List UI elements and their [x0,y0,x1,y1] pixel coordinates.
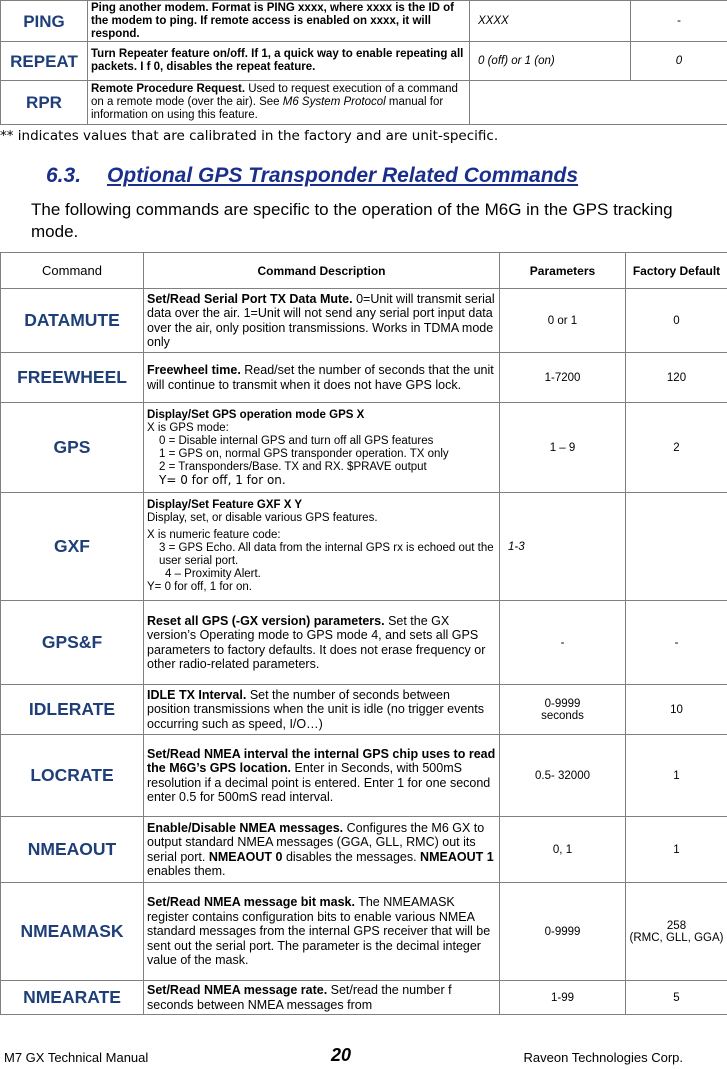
command-parameters [500,685,626,735]
header-parameters: Parameters [500,253,626,289]
default-value: 258 [666,919,687,932]
description-text: disables the messages. [282,849,421,864]
description-title: Freewheel time. [147,363,241,377]
empty-cell [470,81,727,125]
description-title: Set/Read NMEA interval the internal GPS chip uses to read the M6G’s GPS location. [147,746,496,775]
footer-manual-title: M7 GX Technical Manual [4,1050,149,1065]
command-description [144,817,500,883]
command-description [88,81,470,125]
description-text: Read/set the number of seconds that the unit will continue to transmit when it does not have GPS lock. [147,363,494,392]
continued-command-table [0,0,727,125]
command-default: 10 [626,685,727,735]
section-heading [46,164,578,188]
table-row [1,601,727,685]
table-row [1,403,727,493]
description-line: 4 – Proximity Alert. [165,568,261,580]
description-title: Set/Read Serial Port TX Data Mute. [147,291,353,306]
description-title: Reset all GPS (-GX version) parameters. [147,613,385,628]
description-text: Enter in Seconds, with 500mS resolution if a decimal point is entered. Enter 1 for one second enter 0.5 for 500mS read interval. [147,761,491,804]
command-name: GXF [1,493,144,601]
command-default: 0 [631,42,727,81]
table-row [1,493,727,601]
command-name: NMEARATE [1,981,144,1015]
command-parameters: 1-7200 [500,353,626,403]
table-row [1,735,727,817]
description-text: Configures the M6 GX to output standard NMEA messages (GGA, GLL, RMC) out its serial port. [147,820,485,864]
command-parameters: 1-99 [500,981,626,1015]
command-default: 2 [626,403,727,493]
description-text: 0=Unit will transmit serial data over the air. 1=Unit will not send any serial port input data over the air, only position transmissions. Works in TDMA mode only [147,291,495,349]
command-example: NMEAOUT 0 [208,849,283,864]
command-name: GPS&F [1,601,144,685]
command-name: FREEWHEEL [1,353,144,403]
command-description [144,403,500,493]
command-name: NMEAOUT [1,817,144,883]
table-row [1,289,727,353]
description-text: Set the GX version’s Operating mode to GPS mode 4, and sets all GPS parameters to factory defaults. It does not erase frequency or other radio-related parameters. [147,613,486,671]
command-parameters: 0, 1 [500,817,626,883]
description-line: 2 = Transponders/Base. TX and RX. $PRAVE output [159,460,427,473]
command-default [626,883,727,981]
table-row [1,685,727,735]
description-text: Used to request execution of a command on a remote mode (over the air). See [91,83,458,108]
description-line: 3 = GPS Echo. All data from the internal GPS rx is echoed out the user serial port. [159,542,494,567]
command-default: - [626,601,727,685]
command-description [144,735,500,817]
command-parameters: 1 – 9 [500,403,626,493]
command-name: PING [1,1,88,42]
manual-reference: M6 System Protocol [282,96,386,108]
command-default: 120 [626,353,727,403]
description-text: Set/read the number f seconds between NMEA messages from [147,983,452,1012]
header-description: Command Description [144,253,500,289]
description-title: Set/Read NMEA message rate. [147,983,328,997]
command-parameters: 0 or 1 [500,289,626,353]
command-parameters: XXXX [470,1,631,42]
command-name: LOCRATE [1,735,144,817]
description-text: Set the number of seconds between position transmissions when the unit is idle (no trigger events occurring such as speed, I/O…) [147,687,484,731]
command-description: Ping another modem. Format is PING xxxx, where xxxx is the ID of the modem to ping. If remote access is enabled on xxxx, it will respond. [88,1,470,42]
command-name: NMEAMASK [1,883,144,981]
description-title: Set/Read NMEA message bit mask. [147,895,355,910]
description-line: Display, set, or disable various GPS features. [147,512,378,524]
command-description [144,493,500,601]
command-description [144,883,500,981]
table-row [1,81,727,125]
command-example: NMEAOUT 1 [420,849,494,864]
command-description: Turn Repeater feature on/off. If 1, a quick way to enable repeating all packets. I f 0, disables the repeat feature. [88,42,470,81]
header-default: Factory Default [626,253,727,289]
table-row [1,1,727,42]
command-parameters: 0 (off) or 1 (on) [470,42,631,81]
command-name: RPR [1,81,88,125]
description-line: 0 = Disable internal GPS and turn off all GPS features [159,434,434,447]
footer-company: Raveon Technologies Corp. [523,1050,683,1065]
command-parameters: 1-3 [500,493,626,601]
command-default: 5 [626,981,727,1015]
command-name: IDLERATE [1,685,144,735]
description-title: Remote Procedure Request. [91,83,246,95]
table-row [1,817,727,883]
header-command: Command [1,253,144,289]
description-title: IDLE TX Interval. [147,687,247,702]
description-text: enables them. [147,864,226,878]
calibration-note: ** indicates values that are calibrated in the factory and are unit-specific. [0,128,499,144]
command-description [144,353,500,403]
section-title: Optional GPS Transponder Related Commands [107,164,579,187]
description-line: X is GPS mode: [147,421,229,434]
description-line: Y= 0 for off, 1 for on. [147,581,252,593]
param-unit: seconds [541,709,584,722]
table-row [1,42,727,81]
command-description [144,685,500,735]
command-default: 0 [626,289,727,353]
description-title: Display/Set GPS operation mode GPS X [147,408,365,421]
command-description [144,981,500,1015]
command-default [626,493,727,601]
description-text: The NMEAMASK register contains configuration bits to enable various NMEA standard messages from the internal GPS receiver that will be sent out the serial port. The parameter is the decimal integer value of the mask. [147,895,491,968]
command-parameters: - [500,601,626,685]
table-row [1,353,727,403]
table-header-row [1,253,727,289]
command-default: - [631,1,727,42]
command-default: 1 [626,735,727,817]
gps-command-table [0,252,727,1015]
description-line: X is numeric feature code: [147,529,281,541]
command-description [144,289,500,353]
command-description [144,601,500,685]
intro-paragraph: The following commands are specific to the operation of the M6G in the GPS tracking mode. [31,200,673,241]
command-parameters: 0-9999 [500,883,626,981]
command-name: REPEAT [1,42,88,81]
param-value: 0-9999 [544,697,581,710]
description-line: Y= 0 for off, 1 for on. [159,472,286,487]
command-default: 1 [626,817,727,883]
description-text: manual for information on using this feature. [91,96,444,121]
description-line: 1 = GPS on, normal GPS transponder operation. TX only [159,447,449,460]
command-name: DATAMUTE [1,289,144,353]
table-row [1,883,727,981]
command-parameters: 0.5- 32000 [500,735,626,817]
default-note: (RMC, GLL, GGA) [629,931,724,944]
section-number: 6.3. [46,164,82,187]
page-number: 20 [331,1045,352,1065]
description-title: Display/Set Feature GXF X Y [147,499,303,511]
description-title: Enable/Disable NMEA messages. [147,820,344,835]
command-name: GPS [1,403,144,493]
table-row [1,981,727,1015]
